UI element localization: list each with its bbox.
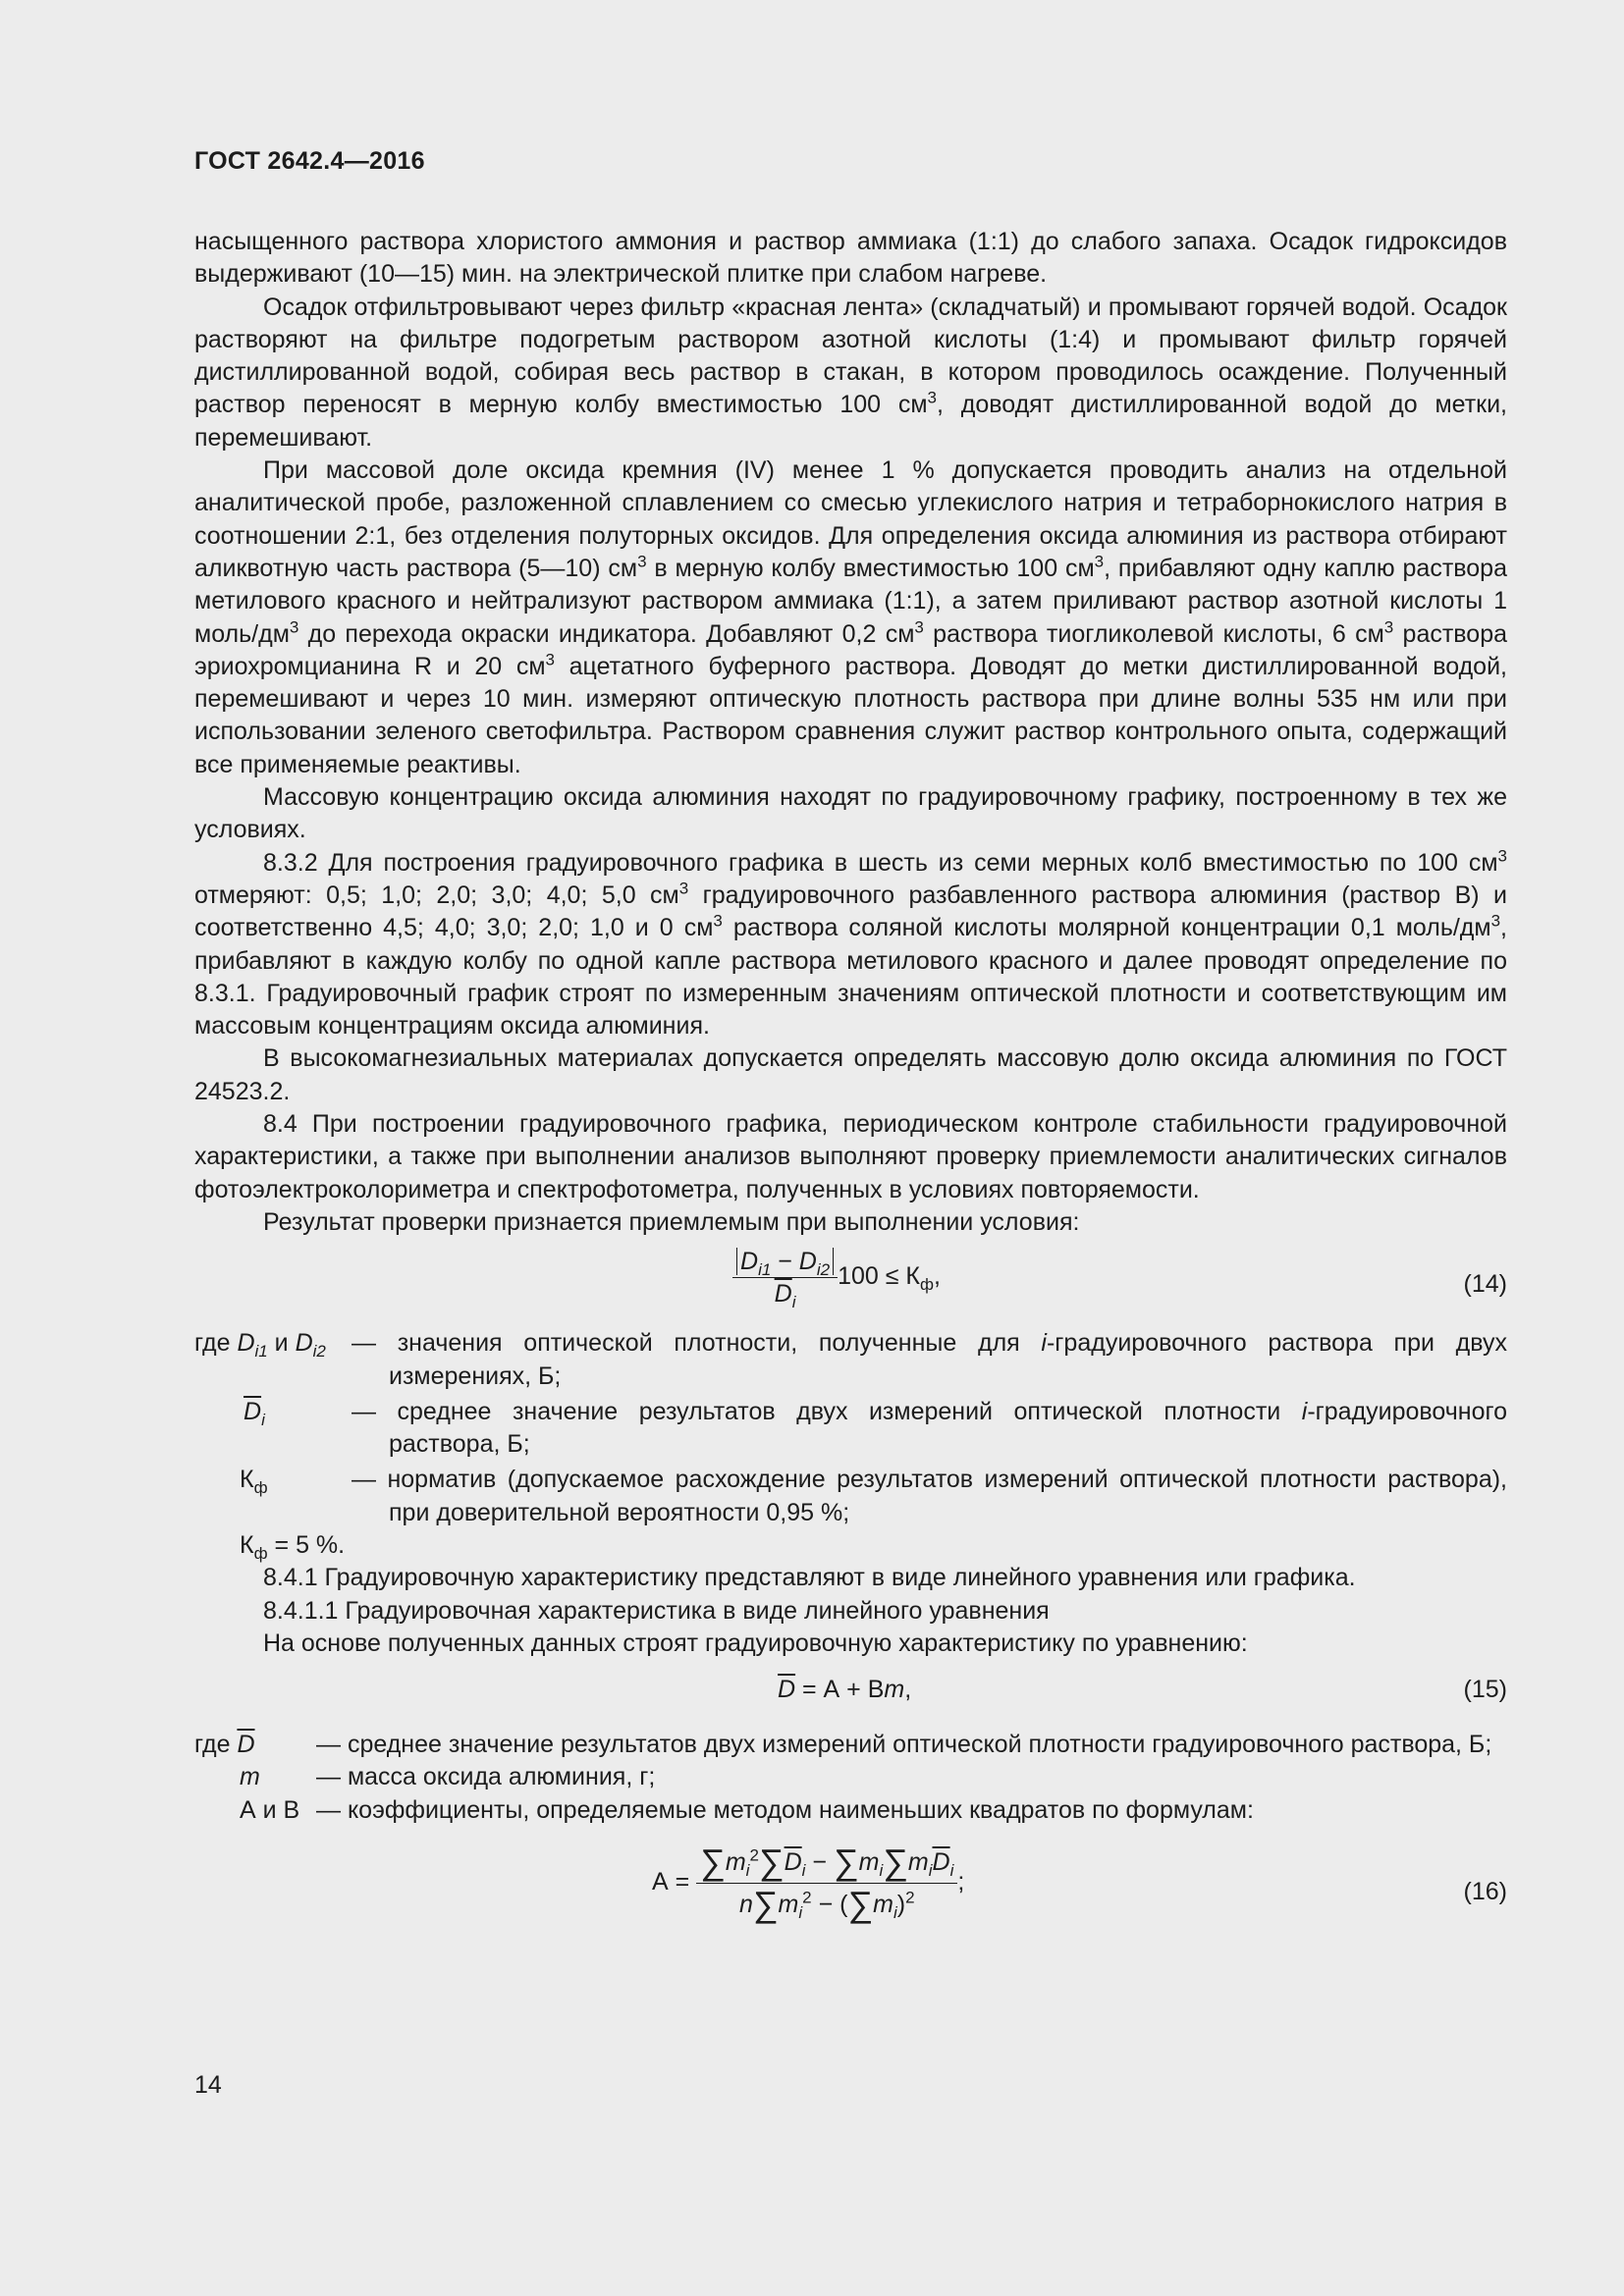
paragraph: 8.4.1 Градуировочную характеристику представляют в виде линейного уравнения или графика. xyxy=(263,1564,1356,1592)
where-block-15 xyxy=(194,1729,1507,1827)
where-row: А и В — коэффициенты, определяемые методом наименьших квадратов по формулам: xyxy=(240,1795,1254,1824)
paragraph: Осадок отфильтровывают через фильтр «красная лента» (складчатый) и промывают горячей водой. Осадок растворяют на фильтре подогретым раствором азотной кислоты (1:4) и промывают фильтр горячей дистиллированной водой, собирая весь раствор в стакан, в котором проводилось осаждение. Полученный раствор переносят в мерную колбу вместимостью 100 $см^3$, доводят дистиллированной водой до метки, перемешивают. xyxy=(194,293,1507,452)
where-row: $\overline{D}_i$ — среднее значение результатов двух измерений оптической плотности i-градуировочного раствора, Б; xyxy=(244,1397,1507,1459)
paragraph: При массовой доле оксида кремния (IV) менее 1 % допускается проводить анализ на отдельной аналитической пробе, разложенной сплавлением со смесью углекислого натрия и тетраборнокислого натрия в соотношении 2:1, без отделения полуторных оксидов. Для определения оксида алюминия из раствора отбирают аликвотную часть раствора (5—10) $см^3$ в мерную колбу вместимостью 100 $см^3$, прибавляют одну каплю раствора метилового красного и нейтрализуют раствором аммиака (1:1), а затем приливают раствор азотной кислоты 1 моль/$дм^3$ до перехода окраски индикатора. Добавляют 0,2 $см^3$ раствора тиогликолевой кислоты, 6 $см^3$ раствора эриохромцианина R и 20 $см^3$ ацетатного буферного раствора. Доводят до метки дистиллированной водой, перемешивают и через 10 мин. измеряют оптическую плотность раствора при длине волны 535 нм или при использовании зеленого светофильтра. Раствором сравнения служит раствор контрольного опыта, содержащий все применяемые реактивы. xyxy=(194,456,1508,778)
formula-15 xyxy=(194,1674,1507,1723)
formula-number: (16) xyxy=(1463,1878,1507,1906)
kf-value: $К_ф = 5$ %. xyxy=(240,1530,346,1563)
formula-14 xyxy=(194,1247,1507,1321)
where-row: где $\overline{D}$ — среднее значение результатов двух измерений оптической плотности градуировочного раствора, Б; xyxy=(194,1731,1492,1759)
paragraph: 8.3.2 Для построения градуировочного графика в шесть из семи мерных колб вместимостью по 100 $см^3$ отмеряют: 0,5; 1,0; 2,0; 3,0; 4,0; 5,0 $см^3$ градуировочного разбавленного раствора алюминия (раствор В) и соответственно 4,5; 4,0; 3,0; 2,0; 1,0 и 0 $см^3$ раствора соляной кислоты молярной концентрации 0,1 моль/$дм^3$, прибавляют в каждую колбу по одной капле раствора метилового красного и далее проводят определение по 8.3.1. Градуировочный график строят по измеренным значениям оптической плотности и соответствующим им массовым концентрациям оксида алюминия. xyxy=(194,846,1507,1041)
paragraph: 8.4 При построении градуировочного графика, периодическом контроле стабильности градуировочной характеристики, а также при выполнении анализов выполняют проверку приемлемости аналитических сигналов фотоэлектроколориметра и спектрофотометра, полученных в условиях повторяемости. xyxy=(194,1110,1507,1203)
where-row: m — масса оксида алюминия, г; xyxy=(240,1763,656,1791)
document-header: ГОСТ 2642.4—2016 xyxy=(194,147,425,175)
paragraph: насыщенного раствора хлористого аммония и раствор аммиака (1:1) до слабого запаха. Осадок гидроксидов выдерживают (10—15) мин. на электрической плитке при слабом нагреве. xyxy=(194,228,1507,289)
formula-16 xyxy=(194,1842,1507,1941)
where-row: $К_ф$ — норматив (допускаемое расхождение результатов измерений оптической плотности раствора), при доверительной вероятности 0,95 %; xyxy=(240,1466,1507,1526)
paragraph: Массовую концентрацию оксида алюминия находят по градуировочному графику, построенному в тех же условиях. xyxy=(194,783,1507,844)
paragraph: В высокомагнезиальных материалах допускается определять массовую долю оксида алюминия по ГОСТ 24523.2. xyxy=(194,1044,1507,1105)
formula-number: (14) xyxy=(1463,1270,1507,1299)
paragraph: Результат проверки признается приемлемым при выполнении условия: xyxy=(263,1207,1080,1236)
formula-number: (15) xyxy=(1463,1676,1507,1704)
where-row: где $D_{i1}$ и $D_{i2}$ — значения оптической плотности, полученные для i-градуировочного раствора при двух измерениях, Б; xyxy=(194,1329,1507,1390)
where-block-14 xyxy=(194,1327,1507,1562)
formula-14-expression: $\frac{D_{i1} - D_{i2}}{\overline{D}_i}$ $100 \le К_ф$, xyxy=(732,1247,941,1308)
document-body xyxy=(194,226,1507,1947)
formula-15-expression: $\overline{D} = А$ + Вm, xyxy=(778,1676,912,1704)
page-number: 14 xyxy=(194,2071,222,2099)
formula-16-expression: А = $\frac{\sum m_i^2\sum\overline{D}_i - \sum m_i\sum m_i\overline{D}_i}{n\sum m_i^2 - (\sum m_i)^2}$ ; xyxy=(652,1842,965,1925)
paragraph: На основе полученных данных строят градуировочную характеристику по уравнению: xyxy=(263,1629,1248,1657)
paragraph: 8.4.1.1 Градуировочная характеристика в виде линейного уравнения xyxy=(263,1596,1050,1625)
